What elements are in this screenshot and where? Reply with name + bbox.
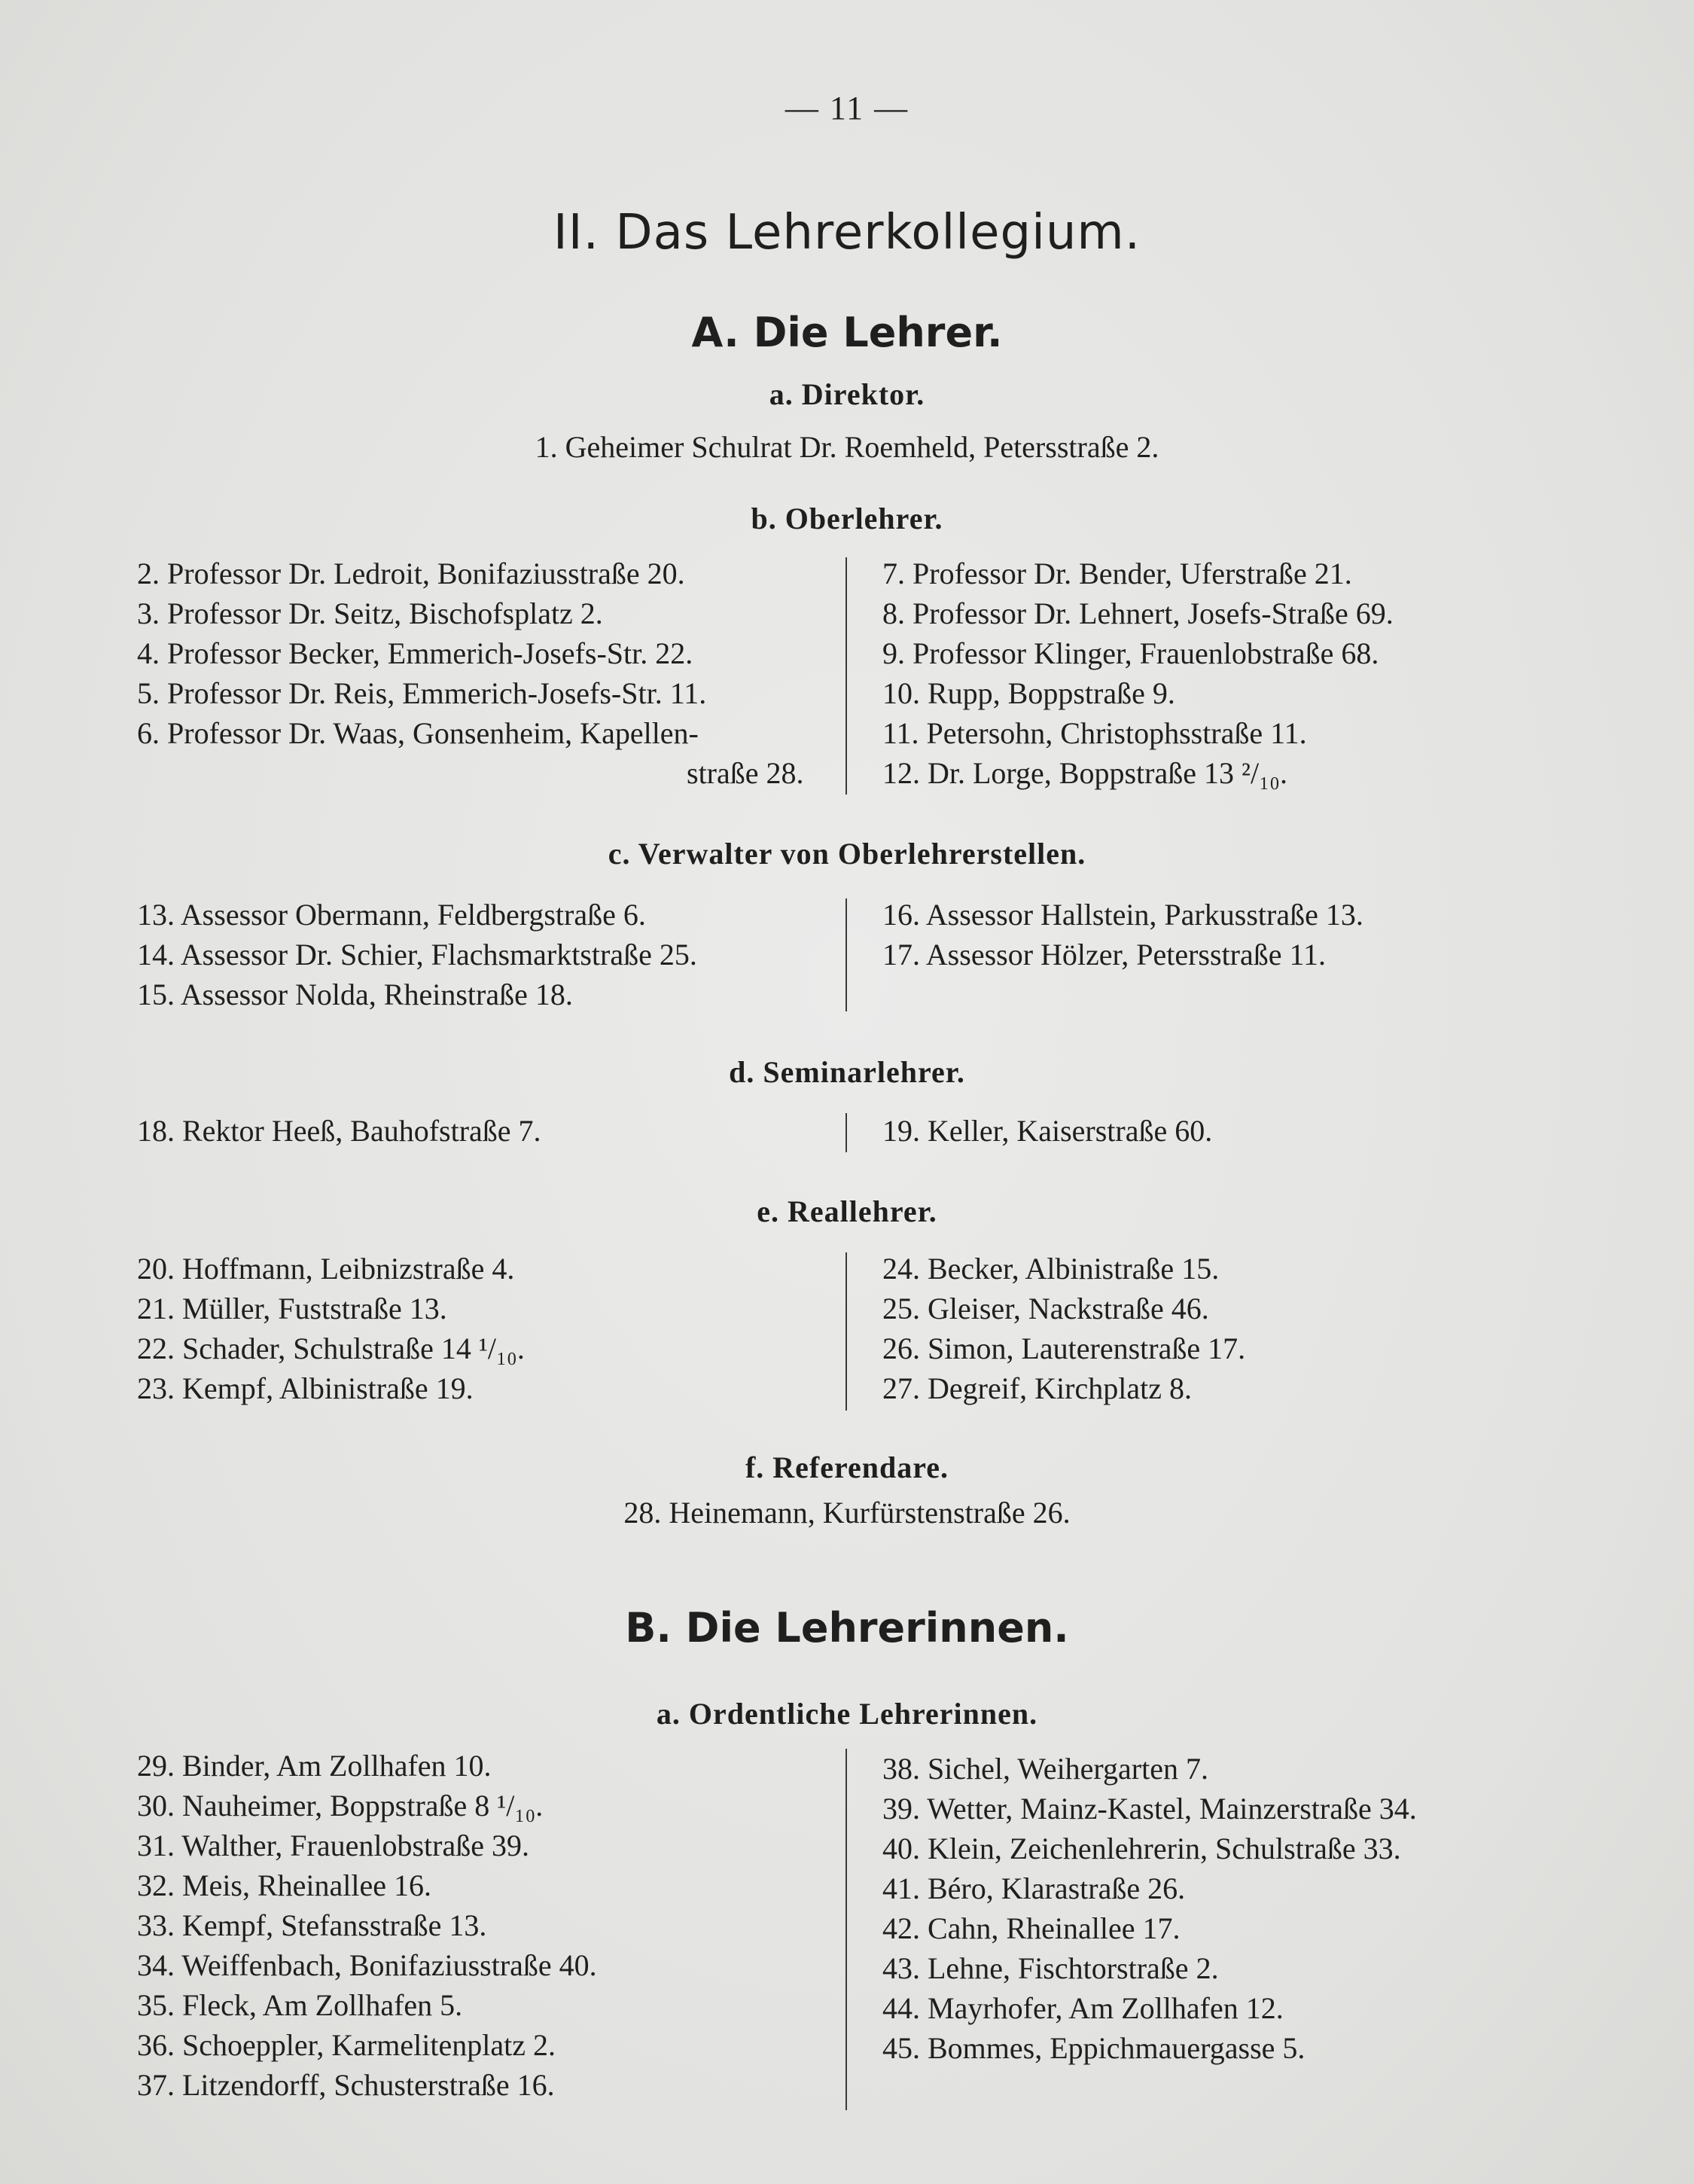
list-item: 37. Litzendorff, Schusterstraße 16. — [137, 2068, 555, 2102]
verwalter-left-column — [137, 895, 697, 1014]
list-item: 35. Fleck, Am Zollhafen 5. — [137, 1988, 463, 2022]
list-item: 23. Kempf, Albinistraße 19. — [137, 1371, 474, 1405]
list-item: 45. Bommes, Eppichmauergasse 5. — [882, 2031, 1306, 2065]
seminarlehrer-heading: d. Seminarlehrer. — [729, 1055, 965, 1089]
list-item: 26. Simon, Lauterenstraße 17. — [882, 1331, 1246, 1365]
list-item: 42. Cahn, Rheinallee 17. — [882, 1911, 1181, 1945]
column-divider — [845, 557, 847, 795]
section-b-heading: B. Die Lehrerinnen. — [625, 1604, 1069, 1652]
page-number: — 11 — — [785, 90, 909, 127]
list-item: 24. Becker, Albinistraße 15. — [882, 1252, 1220, 1286]
list-item: 16. Assessor Hallstein, Parkusstraße 13. — [882, 898, 1363, 932]
list-item: 33. Kempf, Stefansstraße 13. — [137, 1908, 487, 1942]
list-item: 40. Klein, Zeichenlehrerin, Schulstraße 33. — [882, 1832, 1401, 1865]
ordentliche-left-column — [137, 1746, 597, 2105]
list-item: 30. Nauheimer, Boppstraße 8 ¹/₁₀. — [137, 1789, 544, 1823]
list-item: 6. Professor Dr. Waas, Gonsenheim, Kapellen- — [137, 716, 699, 750]
list-item: 22. Schader, Schulstraße 14 ¹/₁₀. — [137, 1331, 525, 1365]
list-item: 8. Professor Dr. Lehnert, Josefs-Straße 69. — [882, 596, 1394, 630]
list-item: 2. Professor Dr. Ledroit, Bonifaziusstraße 20. — [137, 557, 685, 590]
list-item: 11. Petersohn, Christophsstraße 11. — [882, 716, 1307, 750]
direktor-heading: a. Direktor. — [769, 377, 925, 411]
verwalter-heading: c. Verwalter von Oberlehrerstellen. — [608, 837, 1086, 871]
oberlehrer-right-column — [882, 554, 1394, 793]
list-item: 32. Meis, Rheinallee 16. — [137, 1868, 432, 1902]
reallehrer-heading: e. Reallehrer. — [757, 1194, 937, 1228]
list-item: 21. Müller, Fuststraße 13. — [137, 1292, 447, 1325]
list-item: 14. Assessor Dr. Schier, Flachsmarktstraße 25. — [137, 938, 697, 972]
ordentliche-right-column — [882, 1749, 1417, 2068]
list-item: 31. Walther, Frauenlobstraße 39. — [137, 1829, 529, 1862]
oberlehrer-left-column — [137, 554, 804, 793]
list-item: 4. Professor Becker, Emmerich-Josefs-Str. 22. — [137, 636, 693, 670]
direktor-entry: 1. Geheimer Schulrat Dr. Roemheld, Petersstraße 2. — [535, 430, 1159, 464]
list-item: 19. Keller, Kaiserstraße 60. — [882, 1114, 1213, 1148]
list-item: 10. Rupp, Boppstraße 9. — [882, 676, 1175, 710]
list-item: 12. Dr. Lorge, Boppstraße 13 ²/₁₀. — [882, 756, 1287, 790]
list-item: 43. Lehne, Fischtorstraße 2. — [882, 1951, 1219, 1985]
list-item: 9. Professor Klinger, Frauenlobstraße 68. — [882, 636, 1379, 670]
section-a-heading: A. Die Lehrer. — [691, 309, 1003, 356]
seminarlehrer-left-column — [137, 1111, 541, 1151]
list-item: 27. Degreif, Kirchplatz 8. — [882, 1371, 1192, 1405]
list-item: 36. Schoeppler, Karmelitenplatz 2. — [137, 2028, 556, 2062]
column-divider — [845, 1749, 847, 2110]
list-item: 18. Rektor Heeß, Bauhofstraße 7. — [137, 1114, 541, 1148]
ordentliche-heading: a. Ordentliche Lehrerinnen. — [656, 1697, 1038, 1731]
page-title: II. Das Lehrerkollegium. — [553, 205, 1141, 261]
reallehrer-right-column — [882, 1249, 1245, 1408]
list-item: 7. Professor Dr. Bender, Uferstraße 21. — [882, 557, 1352, 590]
list-item: 13. Assessor Obermann, Feldbergstraße 6. — [137, 898, 646, 932]
list-item: 17. Assessor Hölzer, Petersstraße 11. — [882, 938, 1327, 972]
seminarlehrer-right-column — [882, 1111, 1212, 1151]
list-item: 3. Professor Dr. Seitz, Bischofsplatz 2. — [137, 596, 603, 630]
referendare-heading: f. Referendare. — [745, 1450, 949, 1484]
list-item: 39. Wetter, Mainz-Kastel, Mainzerstraße 34. — [882, 1792, 1417, 1826]
list-item-continuation: straße 28. — [687, 756, 804, 790]
list-item: 20. Hoffmann, Leibnizstraße 4. — [137, 1252, 515, 1286]
verwalter-right-column — [882, 895, 1363, 975]
column-divider — [845, 1113, 847, 1152]
column-divider — [845, 898, 847, 1011]
list-item: 34. Weiffenbach, Bonifaziusstraße 40. — [137, 1948, 597, 1982]
list-item: 25. Gleiser, Nackstraße 46. — [882, 1292, 1209, 1325]
list-item: 41. Béro, Klarastraße 26. — [882, 1871, 1186, 1905]
list-item: 38. Sichel, Weihergarten 7. — [882, 1752, 1208, 1786]
oberlehrer-heading: b. Oberlehrer. — [751, 502, 943, 535]
list-item: 5. Professor Dr. Reis, Emmerich-Josefs-Str. 11. — [137, 676, 707, 710]
list-item: 15. Assessor Nolda, Rheinstraße 18. — [137, 978, 573, 1011]
referendare-entry: 28. Heinemann, Kurfürstenstraße 26. — [623, 1496, 1071, 1530]
column-divider — [845, 1252, 847, 1411]
reallehrer-left-column — [137, 1249, 525, 1408]
list-item: 29. Binder, Am Zollhafen 10. — [137, 1749, 492, 1783]
list-item: 44. Mayrhofer, Am Zollhafen 12. — [882, 1991, 1284, 2025]
